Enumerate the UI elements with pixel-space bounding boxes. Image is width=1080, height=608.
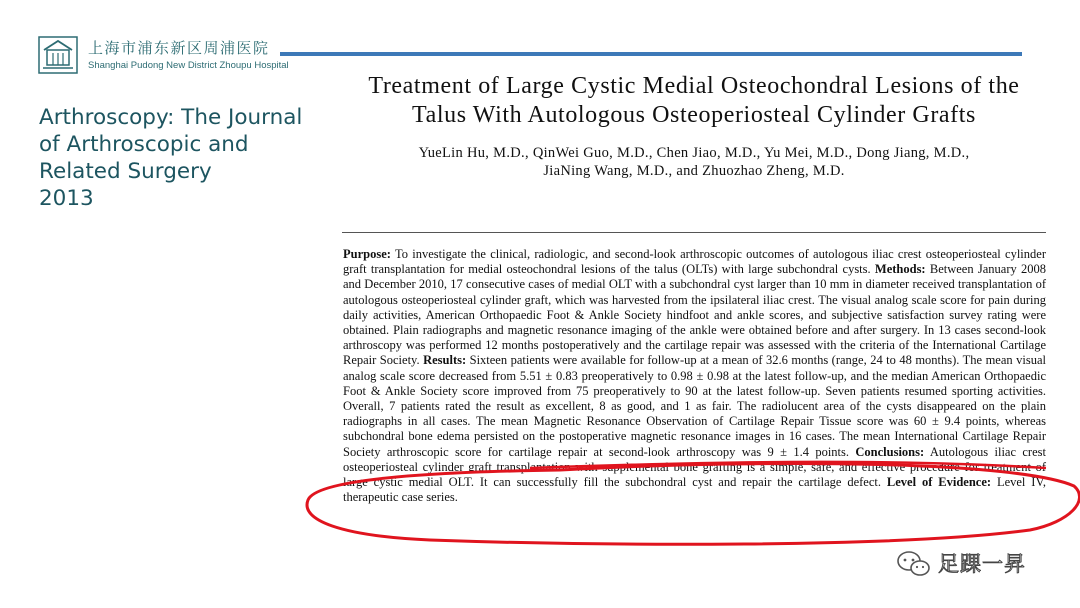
hospital-building-icon xyxy=(38,36,78,74)
header-rule xyxy=(280,52,1022,56)
hospital-name-en: Shanghai Pudong New District Zhoupu Hospital xyxy=(88,60,289,71)
wechat-watermark xyxy=(896,548,1056,578)
journal-line: Related Surgery xyxy=(39,159,212,184)
methods-label: Methods: xyxy=(874,262,926,277)
journal-name xyxy=(39,104,339,212)
conclusions-text: Autologous iliac crest osteoperiosteal cylinder graft transplantation with supplemental bone grafting is a simple, safe, and effective procedure for treatment of large cystic medial OLT. It can successfully fill the subchondral cyst and repair the cartilage defect. xyxy=(343,444,1046,490)
authors-line: YueLin Hu, M.D., QinWei Guo, M.D., Chen Jiao, M.D., Yu Mei, M.D., Dong Jiang, M.D., xyxy=(418,145,970,161)
conclusions-label: Conclusions: xyxy=(855,444,925,459)
purpose-text: To investigate the clinical, radiologic, and second-look arthroscopic outcomes of autologous iliac crest osteoperiosteal cylinder graft transplantation for medial osteochondral lesions of the talus (OLTs) with large subchondral cysts. xyxy=(343,247,1046,277)
purpose-label: Purpose: xyxy=(343,247,391,261)
abstract-divider xyxy=(342,232,1046,233)
results-label: Results: xyxy=(423,353,467,368)
title-line: Treatment of Large Cystic Medial Osteochondral Lesions of the xyxy=(368,73,1020,99)
level-label: Level of Evidence: xyxy=(886,475,992,490)
authors-line: JiaNing Wang, M.D., and Zhuozhao Zheng, M.D. xyxy=(543,163,845,179)
hospital-name-cn: 上海市浦东新区周浦医院 xyxy=(88,39,270,57)
abstract-text xyxy=(343,247,1046,505)
title-line: Talus With Autologous Osteoperiosteal Cylinder Grafts xyxy=(412,102,976,128)
paper-title xyxy=(330,72,1058,130)
hospital-logo xyxy=(38,36,289,76)
journal-year: 2013 xyxy=(39,186,94,211)
level-text: Level IV, therapeutic case series. xyxy=(343,475,1046,505)
results-text: Sixteen patients were available for follow-up at a mean of 32.6 months (range, 24 to 48 months). The mean visual analog scale score decreased from 5.51 ± 0.83 preoperatively to 0.98 ± 0.98 at the latest follow-up, and the median American Orthopaedic Foot & Ankle Society score improved from 75 preoperatively to 90 at the latest follow-up. Seven patients resumed sporting activities. Overall, 7 patients rated the result as excellent, 8 as good, and 1 as fair. The radiolucent area of the cysts disappeared on the plain radiographs in all cases. The mean Magnetic Resonance Observation of Cartilage Repair Tissue score was 60 ± 9.4 points, whereas subchondral bone edema persisted on the postoperative magnetic resonance images in 16 cases. The mean International Cartilage Repair Society arthroscopic score for cartilage repair at second-look arthroscopy was 9 ± 1.4 points. xyxy=(343,353,1046,459)
wechat-icon xyxy=(896,550,932,578)
watermark-text: 足踝一昇 xyxy=(938,552,1026,576)
methods-text: Between January 2008 and December 2010, 17 consecutive cases of medial OLT with a subchondral cyst larger than 10 mm in diameter received transplantation of autologous osteoperiosteal cylinder graft, which was harvested from the ipsilateral iliac crest. The visual analog scale score for pain during daily activities, American Orthopaedic Foot & Ankle Society hindfoot and ankle scores, and subjective satisfaction survey rating were obtained. Plain radiographs and magnetic resonance imaging of the ankle were obtained before and after surgery. In 13 cases second-look arthroscopy was performed 12 months postoperatively and the cartilage repair was assessed with the criteria of the International Cartilage Repair Society. xyxy=(343,262,1046,368)
journal-line: of Arthroscopic and xyxy=(39,132,249,157)
journal-line: Arthroscopy: The Journal xyxy=(39,105,303,130)
author-list xyxy=(330,144,1058,180)
